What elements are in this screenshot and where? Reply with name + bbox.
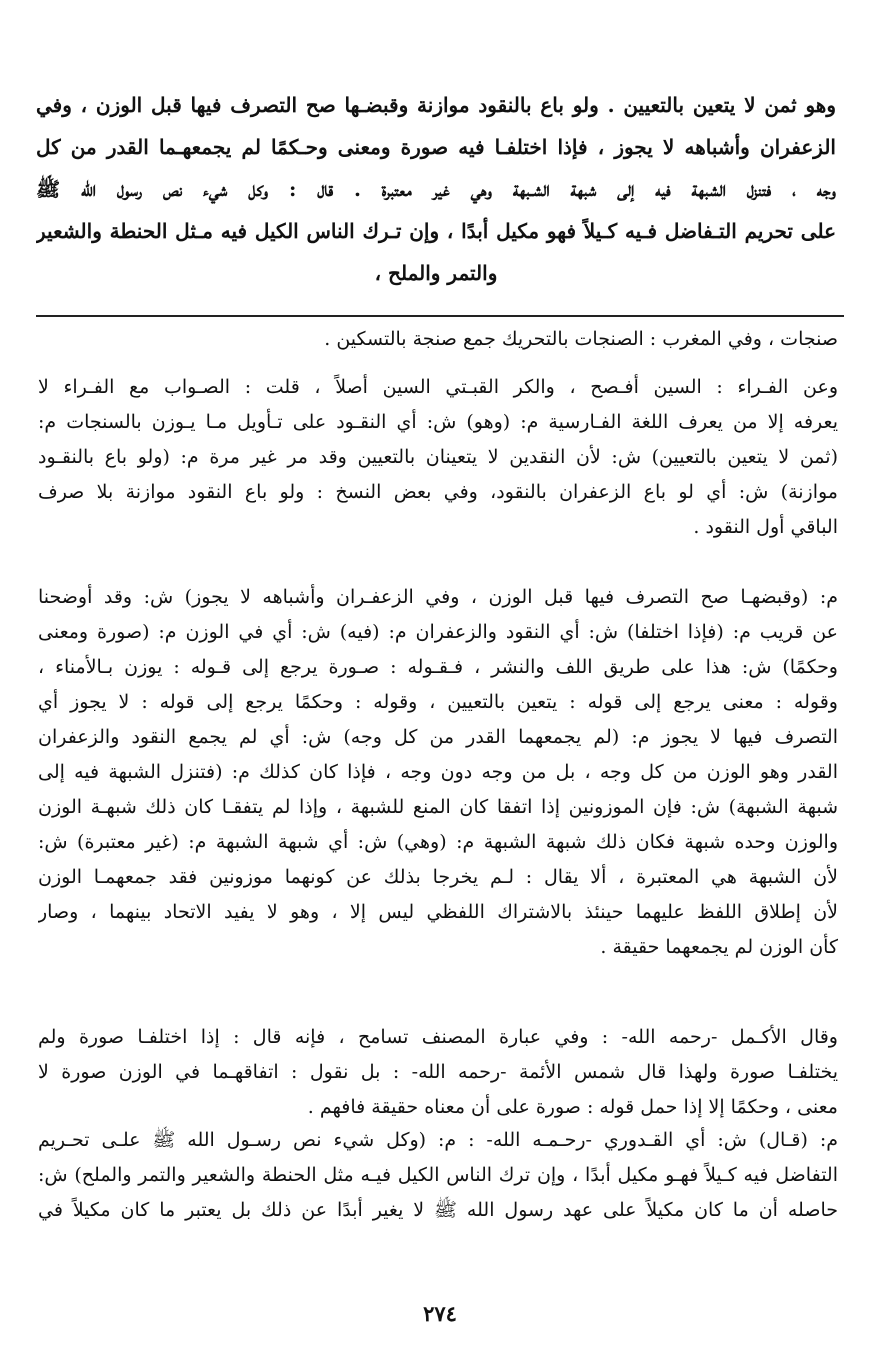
commentary-paragraph-4	[38, 1020, 838, 1125]
commentary-line: والوزن وحده شبهة فكان ذلك شبهة الشبهة م: (وهي) ش: أي شبهة الشبهة م: (غير معتبرة) ش:	[38, 831, 838, 853]
commentary-line: عن قريب م: (فإذا اختلفا) ش: أي النقود والزعفران م: (فيه) ش: أي في الوزن م: (صورة ومعنى	[38, 621, 838, 643]
commentary-line: معنى ، وحكمًا إلا إذا حمل قوله : صورة على أن معناه حقيقة فافهم .	[307, 1096, 838, 1118]
commentary-line: شبهة الشبهة) ش: فإن الموزونين إذا اتفقا كان المنع للشبهة ، وإذا لم يتفقـا كان ذلك شبهـة الوزن	[38, 796, 838, 818]
commentary-line: القدر وهو الوزن من كل وجه ، بل من وجه دون وجه ، فإذا كان كذلك م: (فتنزل الشبهة فيه إلى	[38, 761, 838, 783]
matn-line: الزعفران وأشباهه لا يجوز ، فإذا اختلفـا فيه صورة ومعنى وحـكمًا لم يجمعهـما القدر من كل	[36, 135, 836, 159]
commentary-line: يختلفـا صورة ولهذا قال شمس الأئمة -رحمه الله- : بل نقول : اتفاقهـما في الوزن صورة لا	[38, 1061, 838, 1083]
commentary-line: كأن الوزن لم يجمعهما حقيقة .	[600, 936, 838, 958]
commentary-line: م: (وقبضهـا صح التصرف فيها قبل الوزن ، وفي الزعفـران وأشباهه لا يجوز) ش: وقد أوضحنا	[38, 586, 838, 608]
commentary-paragraph-1	[38, 322, 838, 357]
commentary-line: حاصله أن ما كان مكيلاً على عهد رسول الله ﷺ لا يغير أبدًا عن ذلك بل يعتبر ما كان مكيلاً في	[38, 1199, 838, 1221]
commentary-line: يعرفه إلا من يعرف اللغة الفـارسية م: (وهو) ش: أي النقـود على تـأويل مـا يـوزن بالسنجات م:	[38, 411, 838, 433]
commentary-line: م: (قـال) ش: أي القـدوري -رحـمـه الله- : م: (وكل شيء نص رسـول الله ﷺ علـى تحـريم	[38, 1129, 838, 1151]
matn-line: والتمر والملح ،	[374, 261, 498, 285]
commentary-line: موازنة) ش: أي لو باع الزعفران بالنقود، وفي بعض النسخ : ولو باع النقود موازنة بلا صرف	[38, 481, 838, 503]
commentary-line: وحكمًا) ش: هذا على طريق اللف والنشر ، فـقـوله : صـورة يرجع إلى قـوله : يوزن بـالأمناء ،	[38, 656, 838, 678]
commentary-line: وقال الأكـمل -رحمه الله- : وفي عبارة المصنف تسامح ، فإنه قال : إذا اختلفـا صورة ولم	[38, 1026, 838, 1048]
commentary-paragraph-2	[38, 370, 838, 545]
matn-line: وهو ثمن لا يتعين بالتعيين . ولو باع بالنقود موازنة وقبضـها صح التصرف فيها قبل الوزن ، وفي	[36, 93, 836, 117]
matn-line: على تحريم التـفاضل فـيه كـيلاً فهو مكيل أبدًا ، وإن تـرك الناس الكيل فيه مـثل الحنطة والشعير	[36, 219, 836, 243]
commentary-line: لأن إطلاق اللفظ عليهما حينئذ بالاشتراك اللفظي ليس إلا ، وهو لا يفيد الاتحاد بينهما ، وصار	[38, 901, 838, 923]
matn-line: وجه ، فتنزل الشبهة فيه إلى شبهة الشـبهة وهي غير معتبرة . قال : وكل شيء نص رسول الله ﷺ	[36, 177, 836, 201]
commentary-paragraph-5	[38, 1123, 838, 1228]
commentary-line: التصرف فيها لا يجوز م: (لم يجمعهما القدر من كل وجه) ش: أي لم يجمع النقود والزعفران	[38, 726, 838, 748]
page-number: ٢٧٤	[423, 1301, 457, 1326]
commentary-line: (ثمن لا يتعين بالتعيين) ش: لأن النقدين لا يتعينان بالتعيين وقد مر غير مرة م: (ولو باع بالنقـود	[38, 446, 838, 468]
matn-text-block	[36, 84, 836, 294]
commentary-line: التفاضل فيه كـيلاً فهـو مكيل أبدًا ، وإن ترك الناس الكيل فيـه مثل الحنطة والشعير والتمر والملح) ش:	[38, 1164, 838, 1186]
section-divider	[36, 315, 844, 317]
commentary-line: صنجات ، وفي المغرب : الصنجات بالتحريك جمع صنجة بالتسكين .	[324, 328, 838, 350]
commentary-paragraph-3	[38, 580, 838, 965]
commentary-line: الباقي أول النقود .	[693, 516, 838, 538]
commentary-line: لأن الشبهة هي المعتبرة ، ألا يقال : لـم يخرجا بذلك عن كونهما موزونين فقد جمعهمـا الوزن	[38, 866, 838, 888]
commentary-line: وعن الفـراء : السين أفـصح ، والكر القبـتي السين أصلاً ، قلت : الصـواب مع الفـراء لا	[38, 376, 838, 398]
commentary-line: وقوله : معنى يرجع إلى قوله : يتعين بالتعيين ، وقوله : وحكمًا يرجع إلى قوله : لا يجوز أي	[38, 691, 838, 713]
